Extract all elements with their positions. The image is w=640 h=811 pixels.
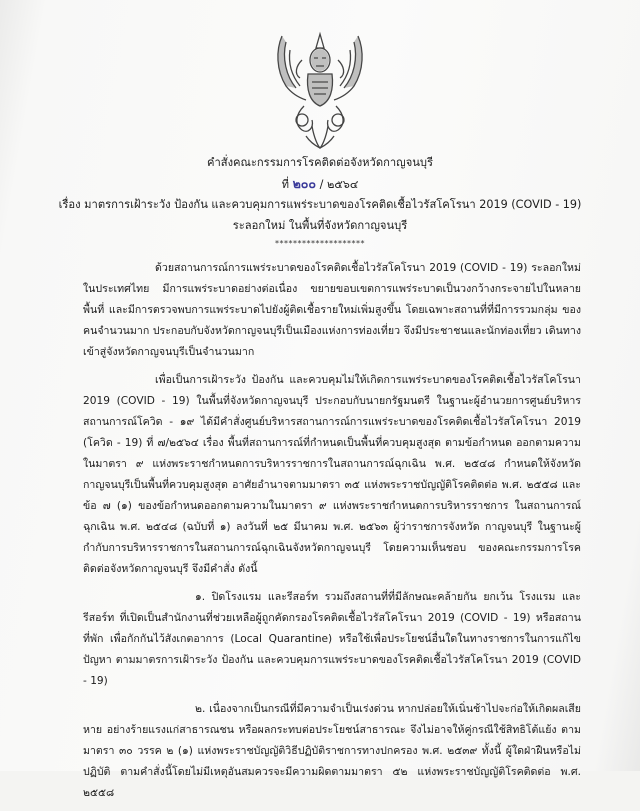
separator: ******************** xyxy=(275,239,365,248)
subject-line-2: ระลอกใหม่ ในพื้นที่จังหวัดกาญจนบุรี xyxy=(232,219,408,232)
garuda-emblem-icon xyxy=(272,30,368,152)
paragraph-2: เพื่อเป็นการเฝ้าระวัง ป้องกัน และควบคุมไม่ให้เกิดการแพร่ระบาดของโรคติดเชื้อไวรัสโคโรนา 2019 (COVID - 19) ในพื้นที่จังหวัดกาญจนบุรี ประกอบกับนายกรัฐมนตรี ในฐานะผู้อำนวยการศูนย์บริหาร สถานการณ์โควิด - ๑๙ ได้มีคำสั่งศูนย์บริหารสถานการณ์การแพร่ระบาดของโรคติดเชื้อไวรัสโคโรนา 2019 (โควิด - 19) ที่ ๗/๒๕๖๔ เรื่อง พื้นที่สถานการณ์ที่กำหนดเป็นพื้นที่ควบคุมสูงสุด ตามข้อกำหนด ออกตามความ ในมาตรา ๙ แห่งพระราชกำหนดการบริหารราชการในสถานการณ์ฉุกเฉิน พ.ศ. ๒๕๔๘ กำหนดให้จังหวัด กาญจนบุรีเป็นพื้นที่ควบคุมสูงสุด อาศัยอำนาจตามมาตรา ๓๕ แห่งพระราชบัญญัติโรคติดต่อ พ.ศ. ๒๕๕๘ และข้อ ๗ (๑) ของข้อกำหนดออกตามความในมาตรา ๙ แห่งพระราชกำหนดการบริหารราชการ ในสถานการณ์ฉุกเฉิน พ.ศ. ๒๕๔๘ (ฉบับที่ ๑) ลงวันที่ ๒๕ มีนาคม พ.ศ. ๒๕๖๓ ผู้ว่าราชการจังหวัด กาญจนบุรี ในฐานะผู้กำกับการบริหารราชการในสถานการณ์ฉุกเฉินจังหวัดกาญจนบุรี โดยความเห็นชอบ ของคณะกรรมการโรคติดต่อจังหวัดกาญจนบุรี จึงมีคำสั่ง ดังนี้ xyxy=(83,374,581,575)
order-number xyxy=(0,177,640,192)
order-item-2: ๒. เนื่องจากเป็นกรณีที่มีความจำเป็นเร่งด่วน หากปล่อยให้เนิ่นช้าไปจะก่อให้เกิดผลเสียหาย อย่างร้ายแรงแก่สาธารณชน หรือผลกระทบต่อประโยชน์สาธารณะ จึงไม่อาจให้คู่กรณีใช้สิทธิโต้แย้ง ตามมาตรา ๓๐ วรรค ๒ (๑) แห่งพระราชบัญญัติวิธีปฏิบัติราชการทางปกครอง พ.ศ. ๒๕๓๙ ทั้งนี้ ผู้ใดฝ่าฝืนหรือไม่ปฏิบัติ ตามคำสั่งนี้โดยไม่มีเหตุอันสมควรจะมีความผิดตามมาตรา ๕๒ แห่งพระราชบัญญัติโรคติดต่อ พ.ศ. ๒๕๕๘ xyxy=(83,703,581,799)
order-number-year: / ๒๕๖๔ xyxy=(316,178,359,191)
subject-line-1: เรื่อง มาตรการเฝ้าระวัง ป้องกัน และควบคุมการแพร่ระบาดของโรคติดเชื้อไวรัสโคโรนา 2019 (COVID - 19) xyxy=(58,198,582,211)
paragraph-1: ด้วยสถานการณ์การแพร่ระบาดของโรคติดเชื้อไวรัสโคโรนา 2019 (COVID - 19) ระลอกใหม่ ในประเทศไทย มีการแพร่ระบาดอย่างต่อเนื่อง ขยายขอบเขตการแพร่ระบาดเป็นวงกว้างกระจายไปในหลายพื้นที่ และมีการตรวจพบการแพร่ระบาดไปยังผู้ติดเชื้อรายใหม่เพิ่มสูงขึ้น โดยเฉพาะสถานที่ที่มีการรวมกลุ่ม ของคนจำนวนมาก ประกอบกับจังหวัดกาญจนบุรีเป็นเมืองแห่งการท่องเที่ยว จึงมีประชาชนและนักท่องเที่ยว เดินทางเข้าสู่จังหวัดกาญจนบุรีเป็นจำนวนมาก xyxy=(83,262,581,358)
order-number-handwritten: ๒๐๐ xyxy=(292,176,317,191)
document-title: คำสั่งคณะกรรมการโรคติดต่อจังหวัดกาญจนบุรี xyxy=(206,156,434,169)
order-number-prefix: ที่ xyxy=(281,178,289,191)
document-body xyxy=(83,258,581,811)
order-item-1: ๑. ปิดโรงแรม และรีสอร์ท รวมถึงสถานที่ที่มีลักษณะคล้ายกัน ยกเว้น โรงแรม และรีสอร์ท ที่เปิดเป็นสำนักงานที่ช่วยเหลือผู้ถูกคัดกรองโรคติดเชื้อไวรัสโคโรนา 2019 (COVID - 19) หรือสถานที่พัก เพื่อกักกันไว้สังเกตอาการ (Local Quarantine) หรือใช้เพื่อประโยชน์อื่นใดในทางราชการในการแก้ไขปัญหา ตามมาตรการเฝ้าระวัง ป้องกัน และควบคุมการแพร่ระบาดของโรคติดเชื้อไวรัสโคโรนา 2019 (COVID - 19) xyxy=(83,591,581,687)
